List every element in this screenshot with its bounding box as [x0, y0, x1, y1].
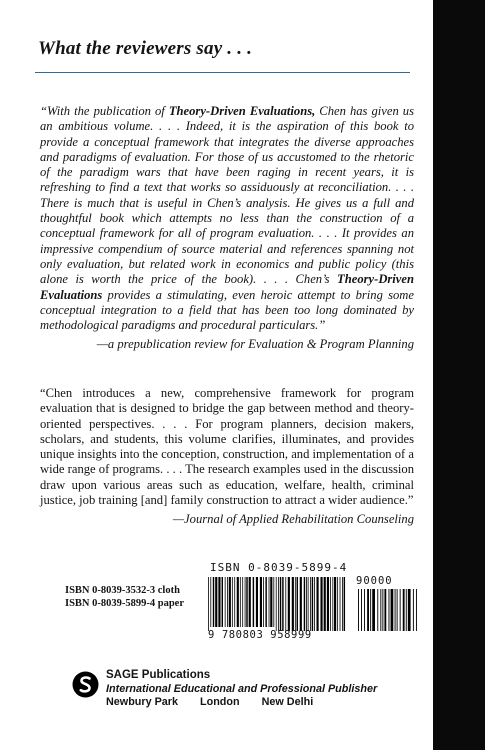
barcode-bar [245, 577, 246, 627]
barcode-bar [282, 577, 283, 631]
barcode-bar [327, 577, 329, 631]
barcode-bar [382, 589, 383, 631]
barcode-bar [408, 589, 411, 631]
barcode-bar [232, 577, 233, 627]
barcode-bar [330, 577, 331, 631]
barcode-bar [297, 577, 298, 631]
barcode-bar [304, 577, 305, 631]
review-1-text: “With the publication of Theory-Driven Evaluations, Chen has given us an ambitious volume. . . . Indeed, it is the aspiration of this book to provide a conceptual framework that integrates the diverse approaches and paradigms of evaluation. For those of us accustomed to the rhetoric of the paradigm wars that have been raging in recent years, it is refreshing to find a text that works so assiduously at reconciliation. . . . There is much that is useful in Chen’s analysis. He gives us a full and thoughtful book which attempts no less than the construction of a conceptual framework for all of program evaluation. . . . It provides an impressive compendium of source material and references spanning not only evaluation, but related work in economics and public policy (this alone is worth the price of the book). . . . Chen’s Theory-Driven Evaluations provides a stimulating, even heroic attempt to bring some conceptual integration to a field that has been too long dominated by methodological paradigms and procedural particulars.” [40, 104, 414, 333]
barcode [200, 561, 426, 647]
isbn-cloth: ISBN 0-8039-3532-3 cloth [65, 585, 180, 596]
barcode-bar [260, 577, 262, 627]
barcode-bar [367, 589, 369, 631]
review-2-attribution: —Journal of Applied Rehabilitation Counseling [172, 512, 414, 527]
barcode-bar [256, 577, 258, 627]
barcode-bar [391, 589, 394, 631]
barcode-bar [306, 577, 307, 631]
sage-logo-icon [72, 671, 99, 698]
barcode-bar [370, 589, 371, 631]
barcode-bar [320, 577, 322, 631]
review-1-attribution: —a prepublication review for Evaluation & Program Planning [96, 337, 414, 352]
barcode-bar [222, 577, 223, 627]
publisher-cities [106, 696, 377, 710]
review-2-text: “Chen introduces a new, comprehensive framework for program evaluation that is designed to bridge the gap between method and theory-oriented perspectives. . . . For program planners, decision makers, scholars, and students, this volume clarifies, illuminates, and provides unique insights into the conception, construction, and implementation of a wide range of programs. . . . The research examples used in the discussion draw upon various areas such as education, welfare, health, criminal justice, job training [and] family construction to attract a wider audience.” [40, 386, 414, 508]
barcode-bar [246, 577, 247, 627]
barcode-bar [269, 577, 270, 627]
barcode-bar [234, 577, 235, 627]
barcode-bar [276, 577, 277, 631]
barcode-bar [400, 589, 401, 631]
barcode-bar [358, 589, 359, 631]
barcode-bar [403, 589, 405, 631]
heading-rule [35, 72, 410, 73]
barcode-bar [253, 577, 254, 627]
review-2 [40, 386, 414, 528]
barcode-bar [340, 577, 341, 631]
barcode-bar [413, 589, 414, 631]
barcode-bar [292, 577, 294, 631]
barcode-bar [372, 589, 375, 631]
barcode-bar [213, 577, 214, 627]
barcode-isbn-text: ISBN 0-8039-5899-4 [210, 561, 348, 574]
publisher-block [72, 667, 422, 737]
barcode-bar [380, 589, 381, 631]
publisher-name: SAGE Publications [106, 669, 211, 681]
isbn-paper: ISBN 0-8039-5899-4 paper [65, 598, 185, 609]
barcode-bar [240, 577, 241, 627]
barcode-bar [210, 577, 211, 627]
barcode-bar [249, 577, 251, 627]
barcode-bar [308, 577, 309, 631]
barcode-bar [225, 577, 226, 627]
barcode-bar [314, 577, 315, 631]
barcode-bar [270, 577, 272, 627]
barcode-bar [416, 589, 417, 631]
city: New Delhi [261, 696, 314, 708]
barcode-bar [242, 577, 243, 627]
barcode-bar [397, 589, 398, 631]
barcode-bar [342, 577, 343, 631]
barcode-bar [285, 577, 286, 631]
barcode-bar [300, 577, 302, 631]
barcode-bar [310, 577, 311, 631]
barcode-bar [324, 577, 326, 631]
barcode-bar [280, 577, 281, 631]
city: London [200, 696, 240, 708]
barcode-bar [384, 589, 386, 631]
barcode-bar [265, 577, 266, 627]
barcode-bar [312, 577, 313, 631]
barcode-bar [295, 577, 296, 631]
barcode-bar [395, 589, 396, 631]
book-title: Theory-Driven Evaluations, [168, 104, 316, 118]
barcode-bar [406, 589, 407, 631]
barcode-bar [377, 589, 378, 631]
isbn-list [65, 584, 184, 610]
barcode-bar [288, 577, 290, 631]
barcode-bar [332, 577, 333, 631]
barcode-bar [361, 589, 362, 631]
barcode-bar [364, 589, 365, 631]
barcode-bar [237, 577, 239, 627]
barcode-bar [215, 577, 217, 627]
barcode-bar [227, 577, 228, 627]
barcode-bar [218, 577, 220, 627]
review-1 [40, 104, 414, 353]
reviews-heading: What the reviewers say . . . [38, 38, 253, 59]
barcode-digits: 9 780803 958999 [208, 629, 312, 641]
city: Newbury Park [106, 696, 179, 708]
barcode-bar [273, 577, 274, 627]
barcode-bar [389, 589, 390, 631]
barcode-bar [229, 577, 231, 627]
book-title: Theory-Driven Evaluations [40, 272, 414, 302]
barcode-addon-digits: 90000 [356, 575, 393, 587]
spine-edge [433, 0, 485, 750]
barcode-bar [316, 577, 318, 631]
barcode-bar [337, 577, 338, 631]
barcode-bar [334, 577, 336, 631]
barcode-bar [278, 577, 279, 631]
barcode-bar [208, 577, 209, 631]
barcode-bar [263, 577, 264, 627]
barcode-bar [344, 577, 345, 631]
publisher-tagline: International Educational and Professional Publisher [106, 682, 378, 695]
